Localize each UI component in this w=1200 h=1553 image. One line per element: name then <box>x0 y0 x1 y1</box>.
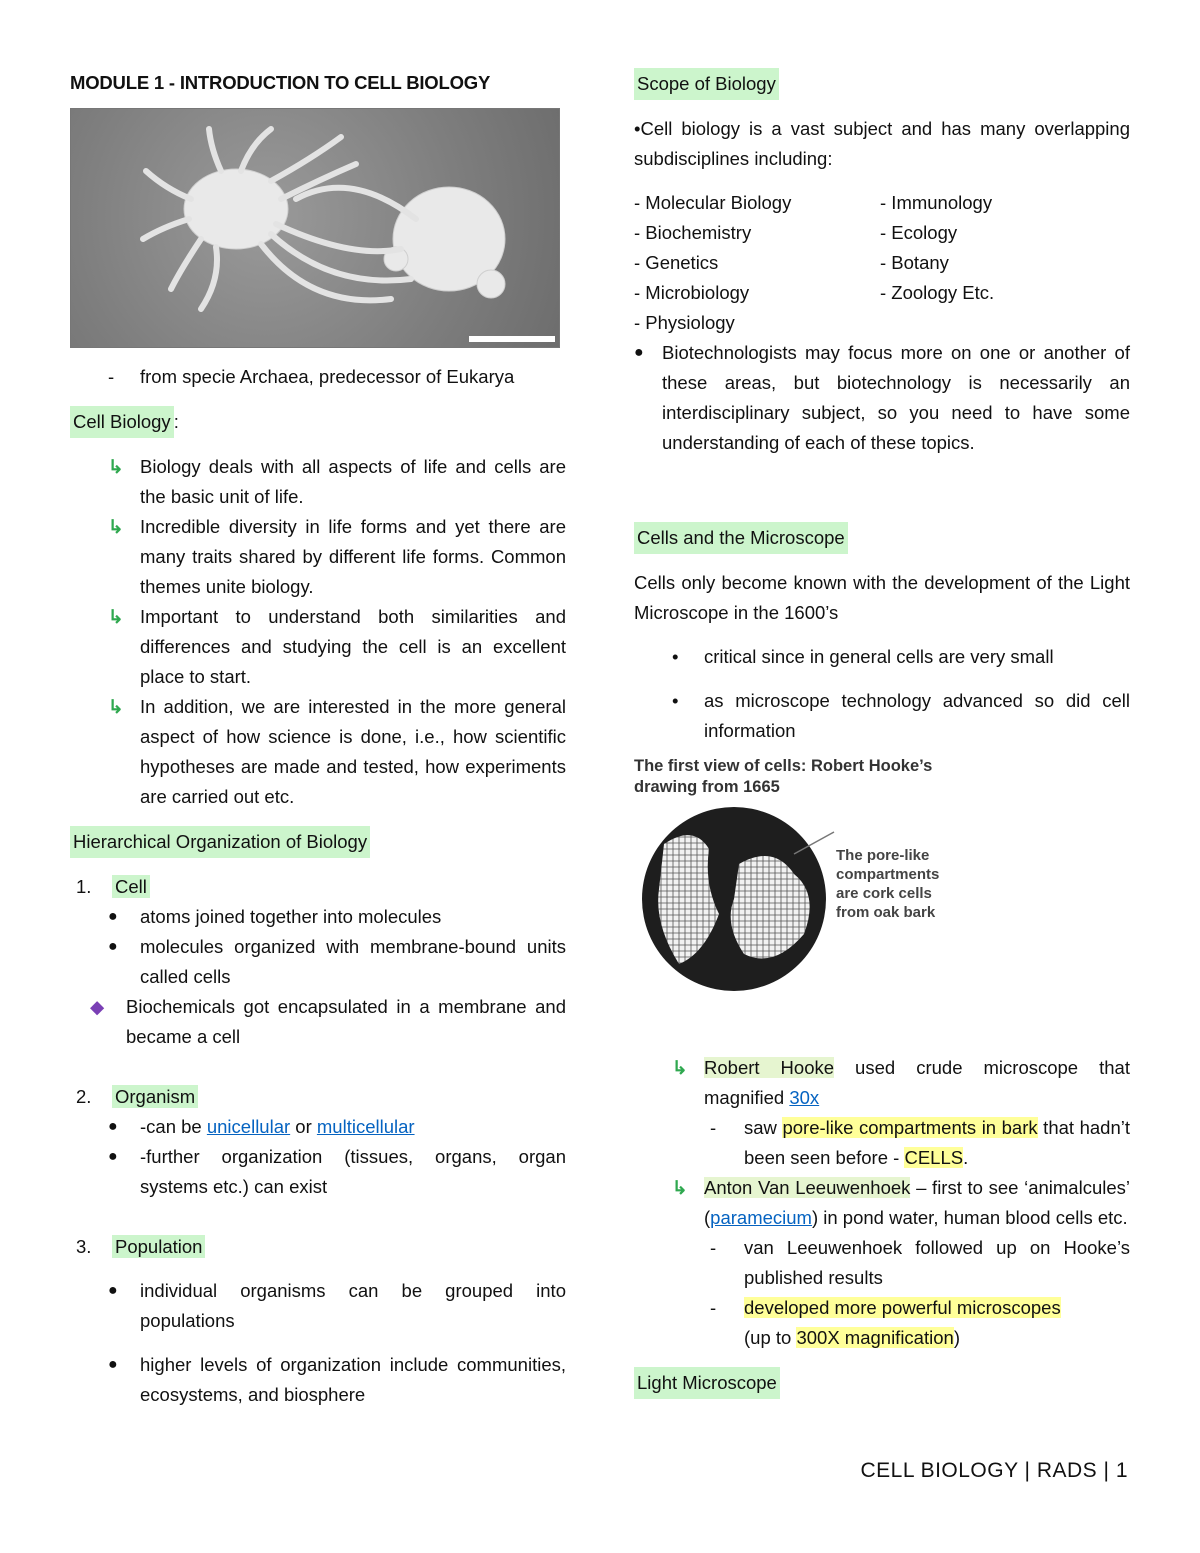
cell-biology-point <box>70 602 566 692</box>
bullet-text: atoms joined together into molecules <box>140 906 442 927</box>
biotech-note <box>634 338 1130 458</box>
unicellular-link[interactable]: unicellular <box>206 1116 291 1137</box>
microscope-intro: Cells only become known with the development of the Light Microscope in the 1600’s <box>634 572 1130 623</box>
level-organism <box>70 1082 566 1112</box>
level-label: Organism <box>112 1085 198 1108</box>
arrow-icon: ↳ <box>108 516 124 537</box>
subdiscipline-list <box>634 188 1130 338</box>
hierarchy-heading: Hierarchical Organization of Biology <box>70 826 370 858</box>
cell-biology-point <box>70 452 566 512</box>
highlighted-text: pore-like compartments in bark <box>782 1117 1038 1138</box>
bullet-icon: ● <box>108 908 118 925</box>
list-item: - Physiology <box>634 312 735 333</box>
arrow-icon: ↳ <box>108 696 124 717</box>
dash-marker: - <box>710 1297 717 1318</box>
bullet-icon: ● <box>108 1356 118 1373</box>
right-column <box>634 68 1130 1399</box>
level-label: Cell <box>112 875 150 898</box>
photo-caption <box>70 362 566 392</box>
cell-biology-heading: Cell Biology <box>70 406 174 438</box>
arrow-icon: ↳ <box>108 606 124 627</box>
organism-bullet <box>70 1142 566 1202</box>
highlighted-text: 300X magnification <box>796 1327 954 1348</box>
point-text: ) in pond water, human blood cells etc. <box>811 1207 1128 1228</box>
level-number: 2. <box>76 1086 92 1107</box>
bullet-text: as microscope technology advanced so did cell information <box>704 690 1130 741</box>
microscope-heading: Cells and the Microscope <box>634 522 848 554</box>
magnification-link[interactable]: 30x <box>789 1087 820 1108</box>
cell-bullet <box>70 902 566 932</box>
photo-caption-text: from specie Archaea, predecessor of Eukarya <box>140 366 515 387</box>
scope-heading: Scope of Biology <box>634 68 779 100</box>
level-population <box>70 1232 566 1262</box>
cells-highlight: CELLS <box>904 1147 964 1168</box>
page-title: MODULE 1 - INTRODUCTION TO CELL BIOLOGY <box>70 72 491 93</box>
bullet-text: -further organization (tissues, organs, organ systems etc.) can exist <box>140 1146 566 1197</box>
bullet-icon: ● <box>108 1148 118 1165</box>
cell-biology-point <box>70 692 566 812</box>
level-number: 3. <box>76 1236 92 1257</box>
bullet-icon: ● <box>108 1118 118 1135</box>
cell-biology-point <box>70 512 566 602</box>
list-item: - Molecular Biology <box>634 192 792 213</box>
bullet-icon: ● <box>634 344 644 361</box>
subpoint-text: ) <box>953 1327 960 1348</box>
cell-bullet <box>70 932 566 992</box>
light-microscope-heading: Light Microscope <box>634 1367 780 1399</box>
multicellular-link[interactable]: multicellular <box>316 1116 415 1137</box>
bullet-text: or <box>290 1116 317 1137</box>
diamond-icon: ◆ <box>90 996 105 1017</box>
subpoint-text: . <box>963 1147 969 1168</box>
arrow-icon: ↳ <box>108 456 124 477</box>
scope-intro: •Cell biology is a vast subject and has many overlapping subdisciplines including: <box>634 118 1130 169</box>
point-text: Incredible diversity in life forms and yet there are many traits shared by different life forms. Common themes unite biology. <box>140 516 566 597</box>
page-footer: CELL BIOLOGY | RADS | 1 <box>860 1459 1128 1482</box>
list-item: - Ecology <box>880 222 958 243</box>
point-text: – first to see ‘animalcules’ ( <box>704 1177 1130 1228</box>
point-text: Important to understand both similarities and differences and studying the cell is an excellent place to start. <box>140 606 566 687</box>
bullet-text: -can be <box>140 1116 207 1137</box>
hooke-subpoint <box>634 1113 1130 1173</box>
point-text: used crude microscope that magnified <box>704 1057 1130 1108</box>
bullet-text: higher levels of organization include communities, ecosystems, and biosphere <box>140 1354 566 1405</box>
microscope-bullet <box>634 686 1130 746</box>
point-text: Biology deals with all aspects of life and cells are the basic unit of life. <box>140 456 566 507</box>
subpoint-text: van Leeuwenhoek followed up on Hooke’s published results <box>744 1237 1130 1288</box>
hooke-point <box>634 1053 1130 1113</box>
level-number: 1. <box>76 876 92 897</box>
microscope-bullet <box>634 642 1130 672</box>
level-label: Population <box>112 1235 205 1258</box>
dash-marker: - <box>108 366 115 387</box>
hooke-figure-note: The pore-like compartments are cork cells from oak bark <box>836 847 940 921</box>
list-item: - Botany <box>880 252 949 273</box>
population-bullet <box>70 1276 566 1336</box>
paramecium-link[interactable]: paramecium <box>710 1207 812 1228</box>
hooke-name: Robert Hooke <box>704 1057 835 1078</box>
leeuwenhoek-subpoint <box>634 1233 1130 1293</box>
bullet-text: individual organisms can be grouped into populations <box>140 1280 566 1331</box>
list-item: - Genetics <box>634 252 719 273</box>
note-text: Biochemicals got encapsulated in a membrane and became a cell <box>126 996 566 1047</box>
note-text: Biotechnologists may focus more on one or another of these areas, but biotechnology is necessarily an interdisciplinary subject, so you need to have some understanding of each of these topics. <box>662 342 1130 453</box>
list-item: - Zoology Etc. <box>880 282 995 303</box>
highlighted-text: developed more powerful microscopes <box>744 1297 1061 1318</box>
bullet-icon: • <box>672 646 679 667</box>
leeuwenhoek-subpoint <box>634 1293 1130 1353</box>
subpoint-text: (up to <box>744 1327 797 1348</box>
dash-marker: - <box>710 1237 717 1258</box>
leeuwenhoek-name: Anton Van Leeuwenhoek <box>704 1177 911 1198</box>
subpoint-text: that hadn’t been seen before - <box>744 1117 1130 1168</box>
hooke-drawing <box>634 804 964 1039</box>
heading-colon: : <box>173 411 179 432</box>
arrow-icon: ↳ <box>672 1177 688 1198</box>
list-item: - Biochemistry <box>634 222 752 243</box>
dash-marker: - <box>710 1117 717 1138</box>
list-item: - Microbiology <box>634 282 750 303</box>
leeuwenhoek-point <box>634 1173 1130 1233</box>
bullet-text: critical since in general cells are very small <box>704 646 1054 667</box>
bullet-icon: • <box>672 690 679 711</box>
subpoint-text: saw <box>744 1117 783 1138</box>
organism-bullet <box>70 1112 566 1142</box>
bullet-icon: ● <box>108 938 118 955</box>
list-item: - Immunology <box>880 192 993 213</box>
hooke-figure-caption: The first view of cells: Robert Hooke’s drawing from 1665 <box>634 757 933 796</box>
cell-note <box>70 992 566 1052</box>
bullet-text: molecules organized with membrane-bound units called cells <box>140 936 566 987</box>
population-bullet <box>70 1350 566 1410</box>
point-text: In addition, we are interested in the more general aspect of how science is done, i.e., how scientific hypotheses are made and tested, how experiments are carried out etc. <box>140 696 566 807</box>
archaea-micrograph <box>70 108 560 348</box>
level-cell <box>70 872 566 902</box>
arrow-icon: ↳ <box>672 1057 688 1078</box>
archaea-micrograph-drawing <box>71 109 559 347</box>
left-column <box>70 68 566 1410</box>
bullet-icon: ● <box>108 1282 118 1299</box>
